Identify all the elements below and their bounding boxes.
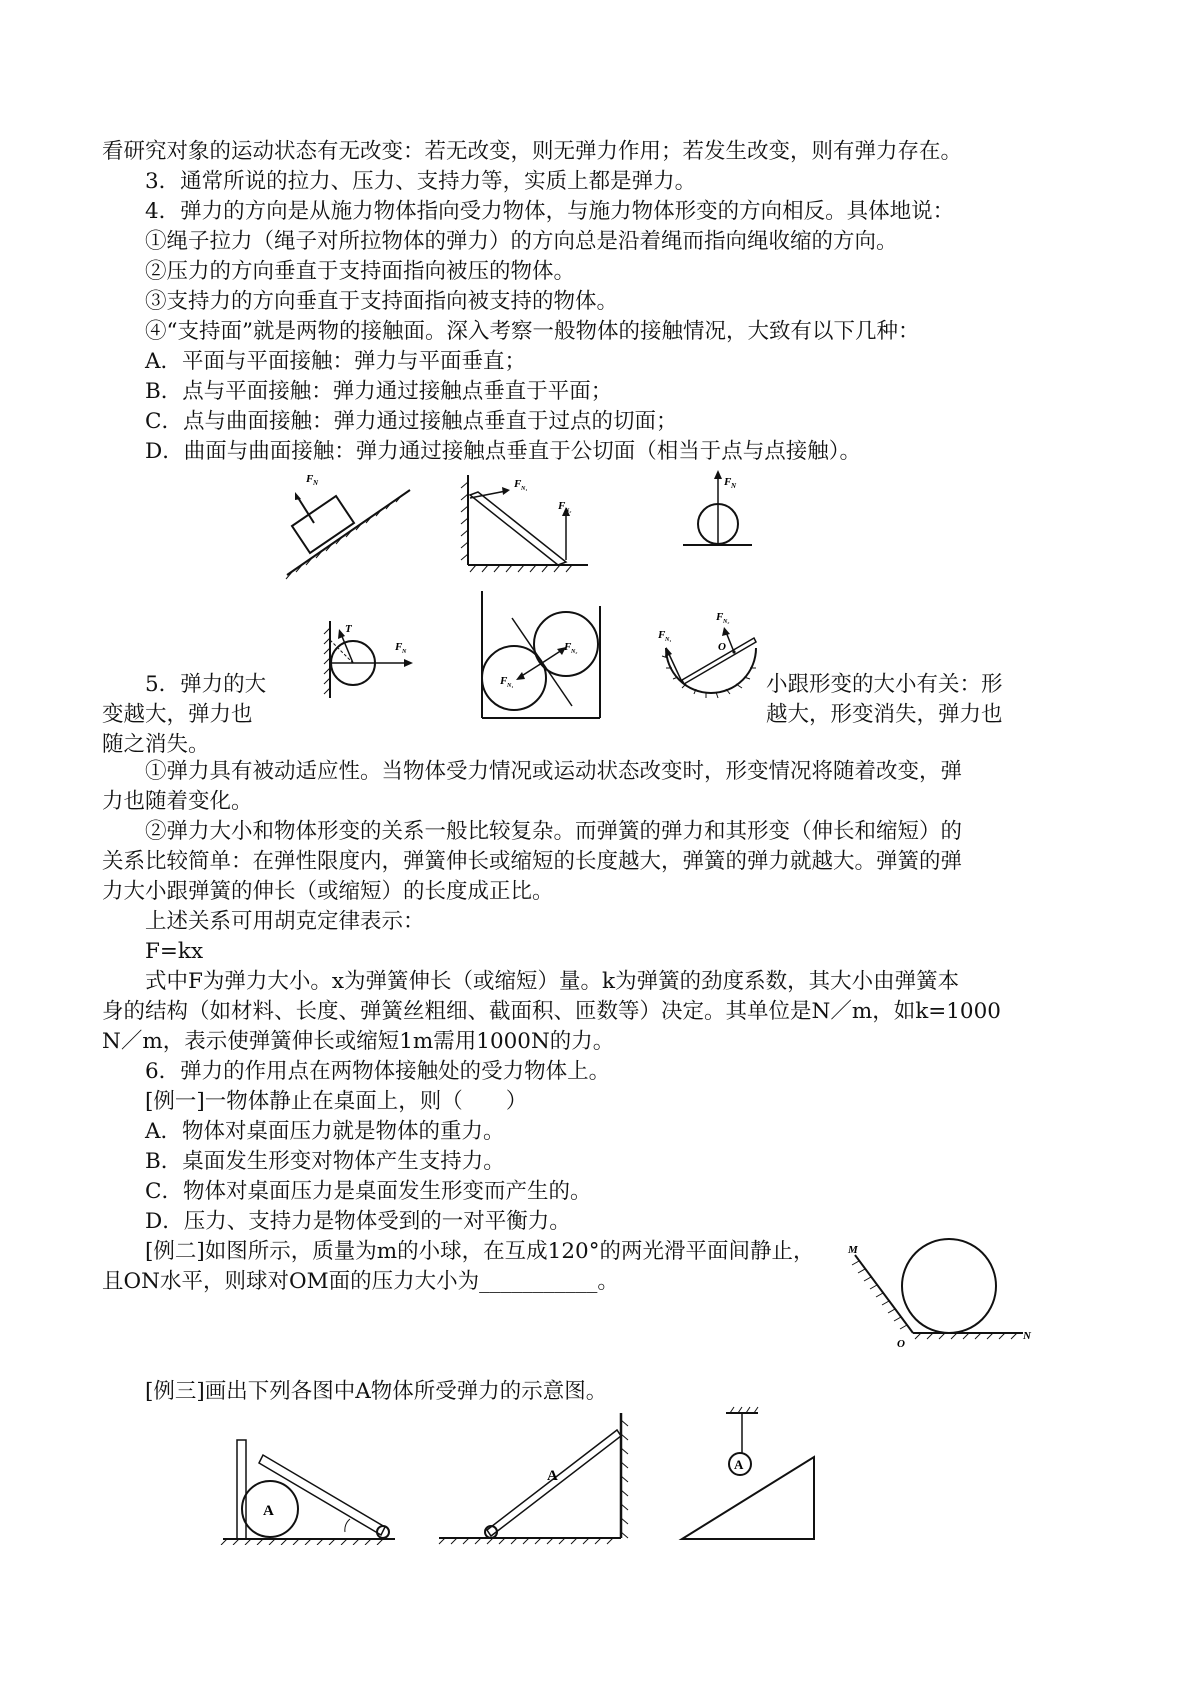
fn2-label: F <box>558 500 566 512</box>
fn-subscript: N <box>402 649 407 655</box>
example-3-question: [例三]画出下列各图中A物体所受弹力的示意图。 <box>145 1379 608 1404</box>
fn1-subscript: N₁ <box>665 637 672 643</box>
text-line: 6．弹力的作用点在两物体接触处的受力物体上。 <box>145 1059 611 1084</box>
fn2-subscript: N₂ <box>723 619 730 625</box>
example-1-option-b: B．桌面发生形变对物体产生支持力。 <box>145 1149 505 1174</box>
text-line: D．曲面与曲面接触：弹力通过接触点垂直于公切面（相当于点与点接触）。 <box>145 439 861 464</box>
a-label: A <box>734 1457 744 1472</box>
figure-ball-hanging-on-wall <box>315 618 425 702</box>
o-label: O <box>718 641 726 653</box>
text-line: 4．弹力的方向是从施力物体指向受力物体，与施力物体形变的方向相反。具体地说： <box>145 199 955 224</box>
fn-label: F <box>724 476 732 488</box>
example-1-option-a: A．物体对桌面压力就是物体的重力。 <box>145 1119 505 1144</box>
section5-left-2: 变越大，弹力也 <box>102 702 253 727</box>
section5-left-1: 5．弹力的大 <box>145 672 267 697</box>
figure-two-balls-in-container <box>472 588 612 724</box>
a-label: A <box>547 1468 558 1484</box>
text-line: ①绳子拉力（绳子对所拉物体的弹力）的方向总是沿着绳而指向绳收缩的方向。 <box>145 229 898 254</box>
figure-rod-in-bowl <box>654 600 766 712</box>
text-line: ①弹力具有被动适应性。当物体受力情况或运动状态改变时，形变情况将随着改变，弹 <box>145 759 963 784</box>
figure-ball-between-planes <box>845 1235 1035 1351</box>
fn1-label: F <box>658 629 666 641</box>
text-line: 看研究对象的运动状态有无改变：若无改变，则无弹力作用；若发生改变，则有弹力存在。 <box>102 139 963 164</box>
fn2-label: F <box>716 611 724 623</box>
section5-line-3: 随之消失。 <box>102 732 210 757</box>
text-line: 关系比较简单：在弹性限度内，弹簧伸长或缩短的长度越大，弹簧的弹力就越大。弹簧的弹 <box>102 849 963 874</box>
fn2-label: F <box>564 641 572 653</box>
figure-rod-leaning-on-wall <box>435 1410 635 1546</box>
figure-ball-under-rod <box>215 1435 400 1545</box>
text-line: N／m，表示使弹簧伸长或缩短1m需用1000N的力。 <box>102 1029 615 1054</box>
text-line: 身的结构（如材料、长度、弹簧丝粗细、截面积、匝数等）决定。其单位是N／m，如k=1000 <box>102 999 1001 1024</box>
example-1-question: [例一]一物体静止在桌面上，则（ ） <box>145 1089 528 1114</box>
n-label: N <box>1023 1330 1031 1342</box>
text-line: 3．通常所说的拉力、压力、支持力等，实质上都是弹力。 <box>145 169 697 194</box>
text-line: A．平面与平面接触：弹力与平面垂直； <box>145 349 527 374</box>
text-line: B．点与平面接触：弹力通过接触点垂直于平面； <box>145 379 613 404</box>
text-line: ④“支持面”就是两物的接触面。深入考察一般物体的接触情况，大致有以下几种： <box>145 319 920 344</box>
fn-label: F <box>395 641 403 653</box>
formula: F=kx <box>145 939 204 964</box>
section5-right-2: 越大，形变消失，弹力也 <box>766 702 1003 727</box>
example-2-question: 且ON水平，则球对OM面的压力大小为___________。 <box>102 1269 619 1294</box>
text-line: 力大小跟弹簧的伸长（或缩短）的长度成正比。 <box>102 879 554 904</box>
fn2-subscript: N₂ <box>571 649 578 655</box>
text-line: 上述关系可用胡克定律表示： <box>145 909 425 934</box>
section5-right-1: 小跟形变的大小有关：形 <box>766 672 1003 697</box>
fn2-subscript: N₂ <box>565 508 572 514</box>
figure-block-on-incline <box>282 468 412 580</box>
text-line: ②压力的方向垂直于支持面指向被压的物体。 <box>145 259 576 284</box>
figure-hanging-ball-on-incline <box>678 1405 820 1547</box>
fn-subscript: N <box>731 482 737 490</box>
example-2-question: [例二]如图所示，质量为m的小球，在互成120°的两光滑平面间静止， <box>145 1239 815 1264</box>
text-line: 力也随着变化。 <box>102 789 253 814</box>
fn1-subscript: N₁ <box>521 486 528 492</box>
o-label: O <box>897 1338 905 1350</box>
fn1-label: F <box>514 478 522 490</box>
fn-label: F <box>306 473 314 485</box>
fn-subscript: N <box>313 479 319 487</box>
a-label: A <box>263 1503 274 1519</box>
text-line: ②弹力大小和物体形变的关系一般比较复杂。而弹簧的弹力和其形变（伸长和缩短）的 <box>145 819 963 844</box>
figure-ball-on-floor <box>680 465 760 553</box>
m-label: M <box>848 1244 858 1256</box>
text-line: 式中F为弹力大小。x为弹簧伸长（或缩短）量。k为弹簧的劲度系数，其大小由弹簧本 <box>145 969 960 994</box>
text-line: ③支持力的方向垂直于支持面指向被支持的物体。 <box>145 289 619 314</box>
example-1-option-c: C．物体对桌面压力是桌面发生形变而产生的。 <box>145 1179 592 1204</box>
figure-rod-in-corner <box>458 470 598 578</box>
fn1-label: F <box>500 675 508 687</box>
text-line: C．点与曲面接触：弹力通过接触点垂直于过点的切面； <box>145 409 678 434</box>
fn1-subscript: N₁ <box>507 683 514 689</box>
example-1-option-d: D．压力、支持力是物体受到的一对平衡力。 <box>145 1209 571 1234</box>
t-label: T <box>345 623 352 635</box>
